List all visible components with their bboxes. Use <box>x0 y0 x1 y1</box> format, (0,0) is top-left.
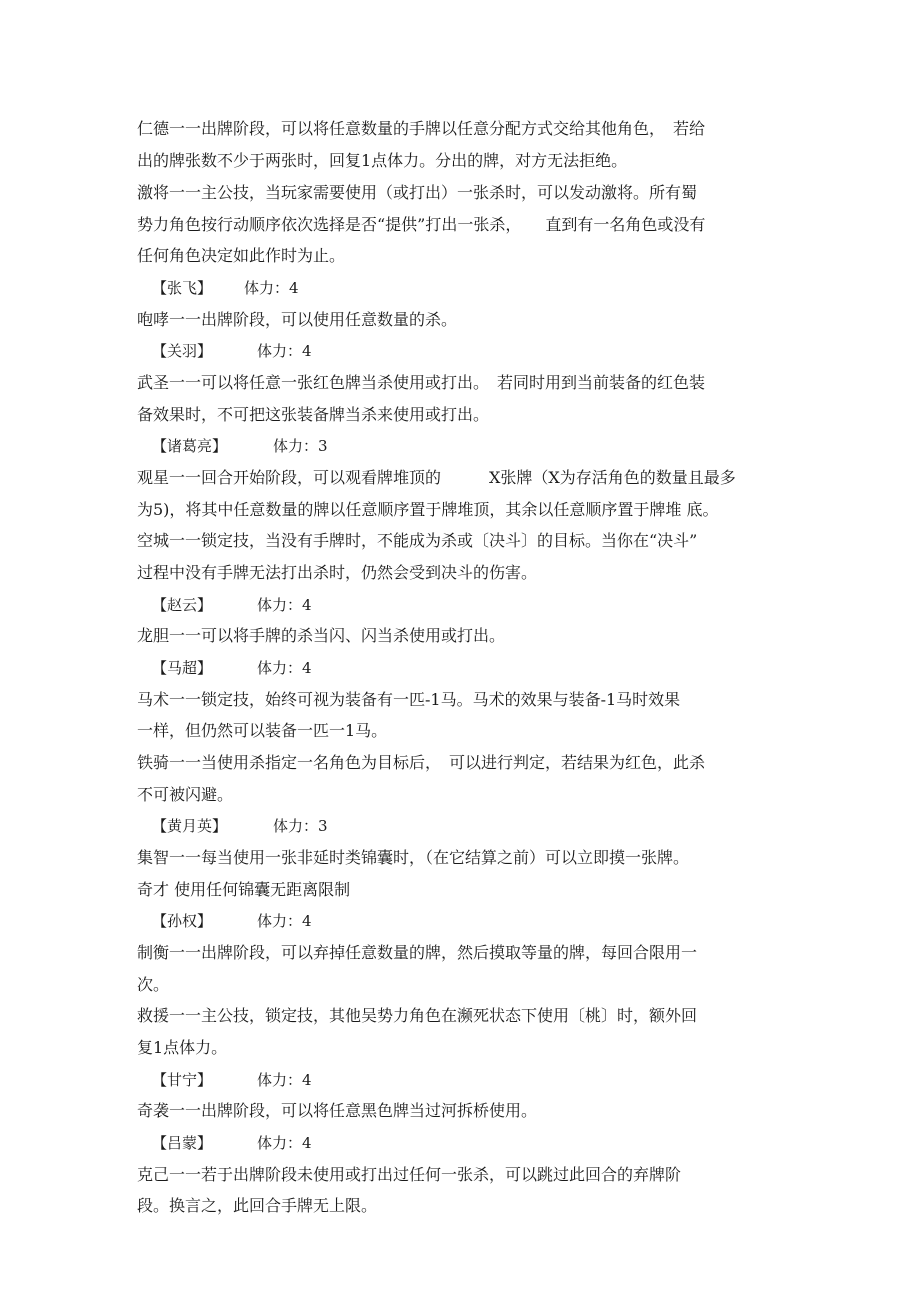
character-header <box>152 1132 312 1154</box>
character-name: 【马超】 <box>152 659 213 677</box>
text-line: 复1点体力。 <box>137 1038 228 1057</box>
character-header <box>152 435 328 457</box>
character-header <box>152 340 312 362</box>
text-line: 不可被闪避。 <box>137 785 234 804</box>
character-hp: 体力：4 <box>257 1134 312 1152</box>
text-line: 段。换言之，此回合手牌无上限。 <box>137 1196 378 1215</box>
text-line: 龙胆一一可以将手牌的杀当闪、闪当杀使用或打出。 <box>137 626 506 645</box>
text-line: 仁德一一出牌阶段，可以将任意数量的手牌以任意分配方式交给其他角色， 若给 <box>137 119 706 138</box>
text-line: 铁骑一一当使用杀指定一名角色为目标后， 可以进行判定，若结果为红色，此杀 <box>137 753 706 772</box>
character-name: 【诸葛亮】 <box>152 437 228 455</box>
text-line: 集智一一每当使用一张非延时类锦囊时，（在它结算之前）可以立即摸一张牌。 <box>137 848 690 867</box>
character-hp: 体力：4 <box>257 912 312 930</box>
text-line: 出的牌张数不少于两张时，回复1点体力。分出的牌，对方无法拒绝。 <box>137 151 628 170</box>
character-hp: 体力：4 <box>244 279 299 297</box>
text-line: 奇袭一一出牌阶段，可以将任意黑色牌当过河拆桥使用。 <box>137 1101 538 1120</box>
text-line: 救援一一主公技，锁定技，其他吴势力角色在濒死状态下使用〔桃〕时，额外回 <box>137 1006 698 1025</box>
character-header <box>152 815 328 837</box>
character-header <box>152 657 312 679</box>
text-line: 克己一一若于出牌阶段未使用或打出过任何一张杀，可以跳过此回合的弃牌阶 <box>137 1165 682 1184</box>
text-line: 咆哮一一出牌阶段，可以使用任意数量的杀。 <box>137 310 458 329</box>
character-name: 【黄月英】 <box>152 817 228 835</box>
character-name: 【关羽】 <box>152 342 213 360</box>
text-line: 激将一一主公技，当玩家需要使用（或打出）一张杀时，可以发动激将。所有蜀 <box>137 183 698 202</box>
text-line: 次。 <box>137 975 170 994</box>
text-line: 马术一一锁定技，始终可视为装备有一匹-1马。马术的效果与装备-1马时效果 <box>137 690 681 709</box>
text-line: 奇才 使用任何锦囊无距离限制 <box>137 880 351 899</box>
character-header <box>152 277 299 299</box>
text-line: 制衡一一出牌阶段，可以弃掉任意数量的牌，然后摸取等量的牌，每回合限用一 <box>137 943 698 962</box>
character-header <box>152 594 312 616</box>
text-line: 观星一一回合开始阶段，可以观看牌堆顶的 X张牌（X为存活角色的数量且最多 <box>137 468 736 487</box>
character-hp: 体力：3 <box>273 817 328 835</box>
character-name: 【张飞】 <box>152 279 213 297</box>
text-line: 过程中没有手牌无法打出杀时，仍然会受到决斗的伤害。 <box>137 563 538 582</box>
text-line: 一样，但仍然可以装备一匹一1马。 <box>137 721 388 740</box>
text-line: 为5)，将其中任意数量的牌以任意顺序置于牌堆顶，其余以任意顺序置于牌堆 底。 <box>137 500 719 519</box>
character-header <box>152 910 312 932</box>
text-line: 空城一一锁定技，当没有手牌时，不能成为杀或〔决斗〕的目标。当你在“决斗” <box>137 531 698 550</box>
character-hp: 体力：4 <box>257 596 312 614</box>
character-hp: 体力：4 <box>257 342 312 360</box>
text-line: 武圣一一可以将任意一张红色牌当杀使用或打出。 若同时用到当前装备的红色装 <box>137 373 706 392</box>
character-hp: 体力：4 <box>257 1071 312 1089</box>
character-name: 【孙权】 <box>152 912 213 930</box>
character-header <box>152 1069 312 1091</box>
character-name: 【甘宁】 <box>152 1071 213 1089</box>
text-line: 备效果时，不可把这张装备牌当杀来使用或打出。 <box>137 405 490 424</box>
character-hp: 体力：3 <box>273 437 328 455</box>
character-name: 【赵云】 <box>152 596 213 614</box>
text-line: 任何角色决定如此作时为止。 <box>137 246 346 265</box>
text-line: 势力角色按行动顺序依次选择是否“提供”打出一张杀， 直到有一名角色或没有 <box>137 215 706 234</box>
character-name: 【吕蒙】 <box>152 1134 213 1152</box>
character-hp: 体力：4 <box>257 659 312 677</box>
